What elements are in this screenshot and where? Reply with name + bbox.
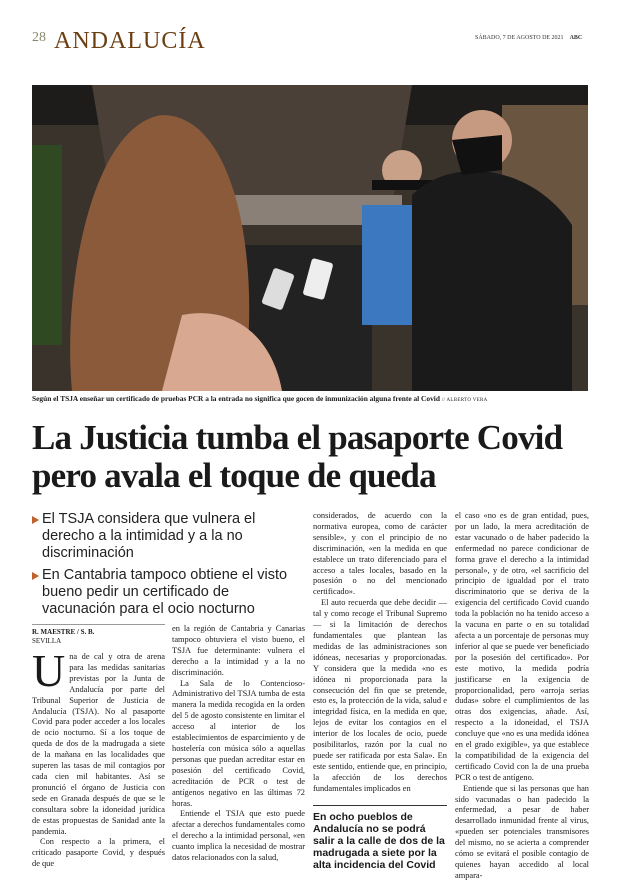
left-columns xyxy=(32,624,305,870)
dateline xyxy=(475,35,582,41)
right-area xyxy=(313,511,590,882)
paragraph: considerados, de acuerdo con la normativa europea, como de carácter sensible», y con el principio de no discriminación, «en la medida en que establece un trato diferenciado para el acceso a tales locales, basado en la posesión o no del mencionado certificado». xyxy=(313,511,447,597)
section-title: ANDALUCÍA xyxy=(54,28,206,54)
photo-illustration xyxy=(32,85,588,391)
article-body xyxy=(32,511,590,882)
byline-rule xyxy=(32,624,165,625)
article-column-3 xyxy=(313,511,447,795)
paragraph: Con respecto a la primera, el criticado pasaporte Covid, y después de que xyxy=(32,837,165,869)
caption-text: Según el TSJA enseñar un certificado de pruebas PCR a la entrada no significa que gocen de inmunización alguna frente al Covid xyxy=(32,394,440,403)
photo-caption xyxy=(32,394,590,406)
subheadline: En Cantabria tampoco obtiene el visto bueno pedir un certificado de vacunación para el ocio nocturno xyxy=(32,567,305,618)
article-column-4 xyxy=(455,511,589,882)
dateline-city: SEVILLA xyxy=(32,637,62,645)
news-photo xyxy=(32,85,588,391)
paragraph: La Sala de lo Contencioso-Administrativo del TSJA tumba de esta manera la medida recogida en la orden del 5 de agosto consistente en limitar el acceso al interior de los establecimientos de esparcimiento y de hostelería con música sólo a aquellas personas que puedan acreditar estar en posesión del certificado Covid, acreditación de PCR o test de antígenos negativo en las últimas 72 horas. xyxy=(172,678,305,808)
article xyxy=(32,394,590,882)
paragraph: en la región de Cantabria y Canarias tampoco obtuviera el visto bueno, el TSJA fue determinante: vulnera el derecho a la intimidad y a la no discriminación. xyxy=(172,624,305,677)
article-column-2 xyxy=(172,624,305,870)
paragraph: Entiende que si las personas que han sido vacunadas o han padecido la enfermedad, a pesar de haber desarrollado inmunidad frente al virus, «pueden ser potenciales transmisores del mismo, no se acierta a comprender cómo se evitará el posible contagio de quienes hayan accedido al local ampara- xyxy=(455,783,589,880)
highlight-box: En ocho pueblos de Andalucía no se podrá salir a la calle de dos de la madrugada a siete por la alta incidencia del Covid xyxy=(313,805,447,871)
article-column-1-wrap xyxy=(32,624,165,870)
article-column-1 xyxy=(32,645,165,870)
headline: La Justicia tumba el pasaporte Covid pero avala el toque de queda xyxy=(32,418,563,495)
paragraph: El auto recuerda que debe decidir —tal y como recoge el Tribunal Supremo— si la limitación de derechos fundamentales que plantean las medidas de las administraciones son idóneas, necesarias y proporcionadas. Y considera que la medida «no es idónea ni proporcionada para la consecución del fin que se pretende, esto es, la protección de la vida, salud e integridad física, en la medida en que, lejos de evitar los contagios en el interior de los locales de ocio, puede posibilitarlos, razón por la cual no puede ser ratificada por esta Sala». En este sentido, entiende que, en principio, la afección de los derechos fundamentales implicados en xyxy=(313,598,447,793)
paragraph: el caso «no es de gran entidad, pues, por un lado, la mera acreditación de estar vacunado o de haber padecido la enfermedad no parece condicionar de forma grave el derecho a la intimidad personal», y de otro, «el sacrificio del principio de igualdad por el trato discriminatorio que se deriva de la exigencia del certificado Covid cuando toda la población no ha tenido acceso a la vacuna en parte o en su totalidad afecta a un porcentaje de personas muy inferior al que se puede ver beneficiado por la posesión del certificado». Por este motivo, la medida podría justificarse en la exigencia de proporcionalidad, pero «arroja serias dudas» sobre el cumplimientos de las otras dos exigencias, añade. Así, respecto a la idoneidad, el TSJA concluye que «no es una medida idónea en el grado exigible», ya que establece la compatibilidad de la exigencia del certificado Covid con la de una prueba PCR o test de antígeno. xyxy=(455,511,589,782)
page-number: 28 xyxy=(32,30,46,45)
paragraph xyxy=(32,645,165,837)
subheadline: El TSJA considera que vulnera el derecho a la intimidad y a la no discriminación xyxy=(32,511,305,562)
paragraph: Entiende el TSJA que esto puede afectar a derechos fundamentales como el derecho a la intimidad personal, «en cuanto implica la necesidad de mostrar datos relacionados con la salud, xyxy=(172,809,305,863)
paper-name: ABC xyxy=(569,35,583,41)
article-column-3-wrap xyxy=(313,511,447,882)
left-area xyxy=(32,511,305,870)
paragraph-text: na de cal y otra de arena para las medidas sanitarias previstas por la Junta de Andalucía por parte del Tribunal Superior de Justicia de Andalucía (TSJA). No al pasaporte Covid para poder acceder a los locales de ocio nocturno. Sí a los toque de queda de dos de la madrugada a siete de la mañana en las localidades que superen las tasas de mil contagios por cada cien mil habitantes. Así se pronunció el órgano de Justicia con sede en Granada después de que se le consultara sobre la idoneidad jurídica de estas propuestas de Sanidad ante la pandemia. xyxy=(32,652,165,836)
date: SÁBADO, 7 DE AGOSTO DE 2021 xyxy=(475,35,564,41)
byline: R. MAESTRE / S. B. xyxy=(32,628,95,636)
subheadlines xyxy=(32,511,305,618)
photo-credit: // ALBERTO VERA xyxy=(441,398,488,403)
drop-cap: U xyxy=(32,645,66,696)
